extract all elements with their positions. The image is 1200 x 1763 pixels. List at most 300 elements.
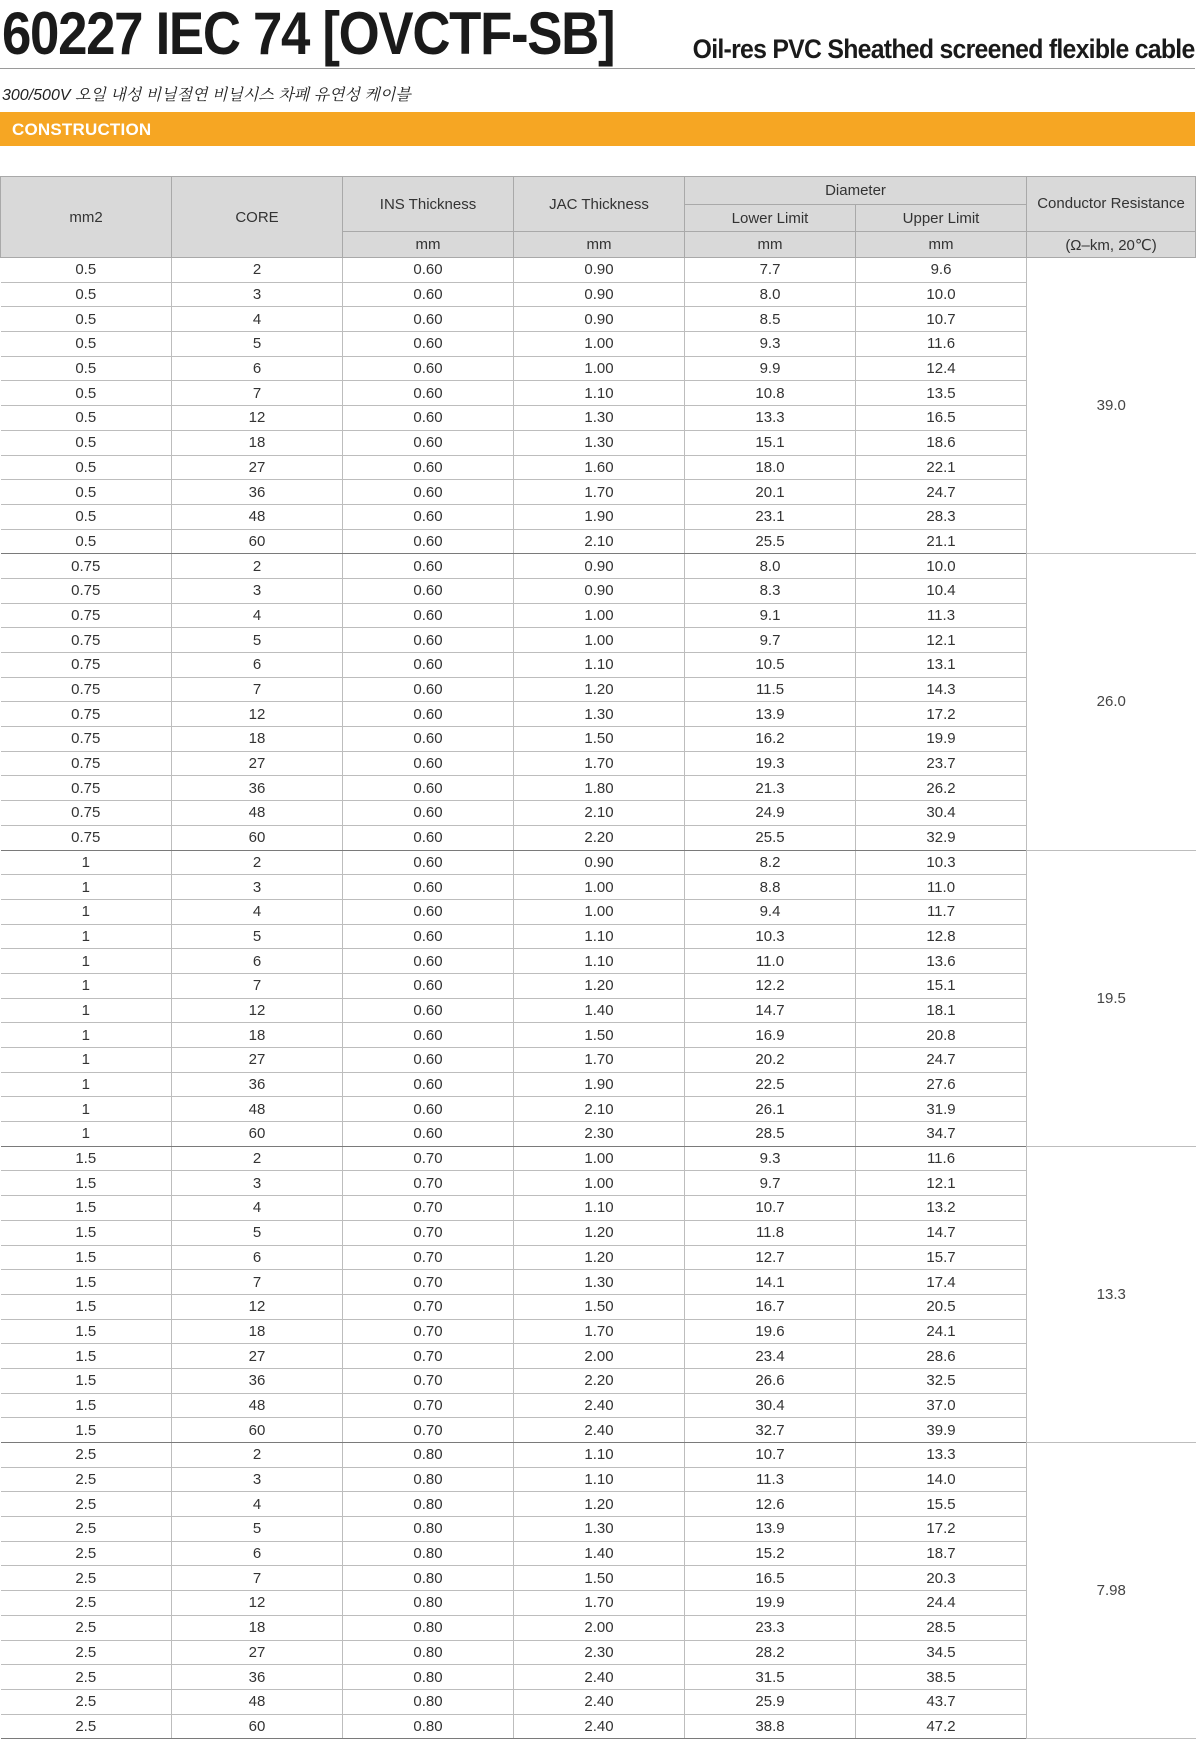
page-subtitle: Oil-res PVC Sheathed screened flexible cable xyxy=(693,34,1195,64)
cell-ins: 0.70 xyxy=(343,1146,514,1171)
cell-lower: 12.2 xyxy=(685,973,856,998)
cell-jac: 2.20 xyxy=(514,825,685,850)
cell-core: 4 xyxy=(172,1492,343,1517)
title-row xyxy=(0,0,1195,70)
cell-core: 48 xyxy=(172,1393,343,1418)
cell-jac: 1.30 xyxy=(514,430,685,455)
cell-mm2: 1 xyxy=(1,1072,172,1097)
cell-ins: 0.60 xyxy=(343,702,514,727)
table-row xyxy=(1,1689,1196,1714)
cell-mm2: 0.75 xyxy=(1,727,172,752)
cell-lower: 23.1 xyxy=(685,504,856,529)
cell-jac: 2.40 xyxy=(514,1689,685,1714)
cell-jac: 0.90 xyxy=(514,850,685,875)
cell-jac: 1.30 xyxy=(514,406,685,431)
cell-mm2: 1.5 xyxy=(1,1196,172,1221)
table-row xyxy=(1,529,1196,554)
cell-lower: 21.3 xyxy=(685,776,856,801)
cell-mm2: 1.5 xyxy=(1,1245,172,1270)
cell-mm2: 1.5 xyxy=(1,1319,172,1344)
cell-jac: 1.50 xyxy=(514,727,685,752)
cell-core: 18 xyxy=(172,1319,343,1344)
cell-mm2: 0.75 xyxy=(1,825,172,850)
cell-mm2: 0.5 xyxy=(1,258,172,283)
cell-jac: 2.40 xyxy=(514,1393,685,1418)
table-row xyxy=(1,899,1196,924)
cell-lower: 9.9 xyxy=(685,356,856,381)
cell-mm2: 0.5 xyxy=(1,282,172,307)
cell-ins: 0.60 xyxy=(343,356,514,381)
cell-upper: 11.3 xyxy=(856,603,1027,628)
cell-mm2: 2.5 xyxy=(1,1492,172,1517)
cell-mm2: 2.5 xyxy=(1,1591,172,1616)
cell-mm2: 2.5 xyxy=(1,1665,172,1690)
cell-ins: 0.60 xyxy=(343,258,514,283)
table-row xyxy=(1,1393,1196,1418)
cell-ins: 0.60 xyxy=(343,1072,514,1097)
cell-lower: 8.8 xyxy=(685,875,856,900)
cell-mm2: 1 xyxy=(1,998,172,1023)
cell-core: 5 xyxy=(172,1220,343,1245)
cell-core: 5 xyxy=(172,332,343,357)
cell-lower: 11.0 xyxy=(685,949,856,974)
cell-upper: 18.7 xyxy=(856,1541,1027,1566)
cell-core: 3 xyxy=(172,282,343,307)
title-divider xyxy=(0,68,1195,69)
table-row xyxy=(1,1146,1196,1171)
table-row xyxy=(1,1023,1196,1048)
cell-jac: 2.30 xyxy=(514,1640,685,1665)
cell-upper: 47.2 xyxy=(856,1714,1027,1739)
cell-conductor-resistance: 26.0 xyxy=(1027,554,1196,850)
cell-mm2: 0.5 xyxy=(1,381,172,406)
cell-mm2: 1 xyxy=(1,1023,172,1048)
cell-jac: 1.00 xyxy=(514,875,685,900)
cell-upper: 17.2 xyxy=(856,1517,1027,1542)
table-row xyxy=(1,1171,1196,1196)
header-mm2: mm2 xyxy=(1,177,172,258)
cell-mm2: 0.75 xyxy=(1,801,172,826)
cell-mm2: 0.5 xyxy=(1,356,172,381)
cell-upper: 12.1 xyxy=(856,628,1027,653)
cell-lower: 30.4 xyxy=(685,1393,856,1418)
cell-lower: 12.6 xyxy=(685,1492,856,1517)
table-row xyxy=(1,1418,1196,1443)
cell-mm2: 0.5 xyxy=(1,480,172,505)
cell-lower: 11.5 xyxy=(685,677,856,702)
table-row xyxy=(1,430,1196,455)
cell-mm2: 1.5 xyxy=(1,1270,172,1295)
cell-lower: 19.9 xyxy=(685,1591,856,1616)
cell-core: 27 xyxy=(172,1344,343,1369)
cell-mm2: 0.75 xyxy=(1,578,172,603)
cell-lower: 28.5 xyxy=(685,1122,856,1147)
cell-ins: 0.60 xyxy=(343,578,514,603)
table-row xyxy=(1,1714,1196,1739)
cell-mm2: 2.5 xyxy=(1,1443,172,1468)
cell-upper: 16.5 xyxy=(856,406,1027,431)
cell-ins: 0.60 xyxy=(343,332,514,357)
cell-lower: 19.3 xyxy=(685,751,856,776)
cell-lower: 38.8 xyxy=(685,1714,856,1739)
section-label: CONSTRUCTION xyxy=(12,120,152,139)
cell-upper: 15.1 xyxy=(856,973,1027,998)
table-row xyxy=(1,1492,1196,1517)
cell-upper: 10.7 xyxy=(856,307,1027,332)
header-conductor-resistance: Conductor Resistance xyxy=(1027,177,1196,232)
cell-core: 6 xyxy=(172,653,343,678)
table-header xyxy=(1,177,1196,258)
cell-core: 18 xyxy=(172,430,343,455)
cell-ins: 0.80 xyxy=(343,1492,514,1517)
construction-table xyxy=(0,176,1196,1739)
cell-jac: 1.90 xyxy=(514,504,685,529)
table-row xyxy=(1,1566,1196,1591)
cell-jac: 0.90 xyxy=(514,578,685,603)
cell-core: 3 xyxy=(172,875,343,900)
table-row xyxy=(1,875,1196,900)
cell-ins: 0.60 xyxy=(343,751,514,776)
cell-core: 12 xyxy=(172,702,343,727)
table-row xyxy=(1,1072,1196,1097)
cell-core: 60 xyxy=(172,1122,343,1147)
cell-lower: 15.2 xyxy=(685,1541,856,1566)
cell-core: 27 xyxy=(172,1640,343,1665)
cell-mm2: 0.75 xyxy=(1,628,172,653)
cell-lower: 13.3 xyxy=(685,406,856,431)
cell-core: 12 xyxy=(172,998,343,1023)
table-row xyxy=(1,776,1196,801)
cell-upper: 24.7 xyxy=(856,1048,1027,1073)
cell-ins: 0.60 xyxy=(343,430,514,455)
cell-core: 4 xyxy=(172,899,343,924)
cell-upper: 32.9 xyxy=(856,825,1027,850)
cell-lower: 9.3 xyxy=(685,332,856,357)
cell-mm2: 0.75 xyxy=(1,653,172,678)
cell-lower: 18.0 xyxy=(685,455,856,480)
cell-lower: 25.5 xyxy=(685,529,856,554)
cell-ins: 0.80 xyxy=(343,1443,514,1468)
cell-jac: 1.70 xyxy=(514,1048,685,1073)
unit-jac: mm xyxy=(514,232,685,258)
cell-ins: 0.70 xyxy=(343,1171,514,1196)
cell-ins: 0.60 xyxy=(343,307,514,332)
table-row xyxy=(1,307,1196,332)
cell-ins: 0.60 xyxy=(343,899,514,924)
cell-mm2: 0.75 xyxy=(1,554,172,579)
header-upper-limit: Upper Limit xyxy=(856,205,1027,232)
cell-core: 4 xyxy=(172,1196,343,1221)
cell-core: 36 xyxy=(172,776,343,801)
cell-jac: 1.00 xyxy=(514,628,685,653)
cell-ins: 0.70 xyxy=(343,1196,514,1221)
table-row xyxy=(1,578,1196,603)
cell-jac: 2.10 xyxy=(514,801,685,826)
table-row xyxy=(1,998,1196,1023)
cell-mm2: 1 xyxy=(1,875,172,900)
cell-ins: 0.60 xyxy=(343,825,514,850)
table-row xyxy=(1,1665,1196,1690)
cell-upper: 13.5 xyxy=(856,381,1027,406)
cell-jac: 1.20 xyxy=(514,1220,685,1245)
cell-core: 18 xyxy=(172,1023,343,1048)
cell-jac: 1.50 xyxy=(514,1023,685,1048)
cell-core: 18 xyxy=(172,1615,343,1640)
cell-lower: 10.5 xyxy=(685,653,856,678)
header-diameter: Diameter xyxy=(685,177,1027,205)
cell-ins: 0.60 xyxy=(343,603,514,628)
table-row xyxy=(1,653,1196,678)
cell-core: 48 xyxy=(172,1097,343,1122)
cell-lower: 32.7 xyxy=(685,1418,856,1443)
cell-core: 3 xyxy=(172,1467,343,1492)
cell-core: 60 xyxy=(172,529,343,554)
cell-jac: 1.30 xyxy=(514,1517,685,1542)
cell-jac: 1.00 xyxy=(514,356,685,381)
cell-lower: 20.2 xyxy=(685,1048,856,1073)
cell-core: 27 xyxy=(172,455,343,480)
cell-ins: 0.80 xyxy=(343,1541,514,1566)
cell-jac: 0.90 xyxy=(514,307,685,332)
cell-ins: 0.70 xyxy=(343,1294,514,1319)
table-row xyxy=(1,455,1196,480)
table-row xyxy=(1,406,1196,431)
cell-core: 5 xyxy=(172,1517,343,1542)
cell-lower: 19.6 xyxy=(685,1319,856,1344)
cell-upper: 13.1 xyxy=(856,653,1027,678)
cell-core: 6 xyxy=(172,1245,343,1270)
cell-jac: 2.40 xyxy=(514,1714,685,1739)
table-row xyxy=(1,282,1196,307)
cell-ins: 0.80 xyxy=(343,1640,514,1665)
cell-core: 7 xyxy=(172,1566,343,1591)
cell-upper: 38.5 xyxy=(856,1665,1027,1690)
cell-lower: 9.7 xyxy=(685,628,856,653)
cell-core: 6 xyxy=(172,356,343,381)
cell-core: 48 xyxy=(172,801,343,826)
cell-ins: 0.60 xyxy=(343,504,514,529)
cell-upper: 24.4 xyxy=(856,1591,1027,1616)
cell-upper: 14.7 xyxy=(856,1220,1027,1245)
cell-core: 6 xyxy=(172,1541,343,1566)
cell-core: 60 xyxy=(172,1714,343,1739)
cell-jac: 1.10 xyxy=(514,1196,685,1221)
cell-ins: 0.60 xyxy=(343,480,514,505)
cell-ins: 0.60 xyxy=(343,1097,514,1122)
cell-lower: 26.6 xyxy=(685,1368,856,1393)
cell-upper: 12.4 xyxy=(856,356,1027,381)
cell-mm2: 1.5 xyxy=(1,1393,172,1418)
cell-lower: 16.2 xyxy=(685,727,856,752)
cell-lower: 8.3 xyxy=(685,578,856,603)
cell-upper: 28.3 xyxy=(856,504,1027,529)
table-row xyxy=(1,727,1196,752)
cell-mm2: 1.5 xyxy=(1,1220,172,1245)
cell-lower: 14.1 xyxy=(685,1270,856,1295)
cell-mm2: 0.5 xyxy=(1,529,172,554)
cell-mm2: 2.5 xyxy=(1,1615,172,1640)
cell-core: 36 xyxy=(172,480,343,505)
cell-mm2: 1 xyxy=(1,850,172,875)
cell-jac: 1.70 xyxy=(514,751,685,776)
cell-mm2: 1.5 xyxy=(1,1146,172,1171)
header-lower-limit: Lower Limit xyxy=(685,205,856,232)
cell-core: 7 xyxy=(172,381,343,406)
cell-jac: 1.20 xyxy=(514,1245,685,1270)
cell-mm2: 1.5 xyxy=(1,1418,172,1443)
cell-upper: 34.5 xyxy=(856,1640,1027,1665)
cell-ins: 0.80 xyxy=(343,1517,514,1542)
cell-upper: 17.4 xyxy=(856,1270,1027,1295)
table-row xyxy=(1,1344,1196,1369)
cell-upper: 37.0 xyxy=(856,1393,1027,1418)
cell-jac: 2.10 xyxy=(514,529,685,554)
cell-lower: 25.9 xyxy=(685,1689,856,1714)
cell-core: 12 xyxy=(172,1294,343,1319)
cell-conductor-resistance: 7.98 xyxy=(1027,1443,1196,1739)
cell-upper: 11.7 xyxy=(856,899,1027,924)
cell-mm2: 0.75 xyxy=(1,751,172,776)
cell-jac: 1.10 xyxy=(514,924,685,949)
cell-jac: 1.40 xyxy=(514,998,685,1023)
cell-ins: 0.80 xyxy=(343,1566,514,1591)
cell-core: 48 xyxy=(172,1689,343,1714)
cell-mm2: 1 xyxy=(1,1048,172,1073)
table-row xyxy=(1,480,1196,505)
cell-lower: 10.8 xyxy=(685,381,856,406)
cell-jac: 1.50 xyxy=(514,1294,685,1319)
cell-upper: 13.2 xyxy=(856,1196,1027,1221)
cell-upper: 19.9 xyxy=(856,727,1027,752)
cell-core: 7 xyxy=(172,1270,343,1295)
cell-core: 60 xyxy=(172,825,343,850)
page-title: 60227 IEC 74 [OVCTF-SB] xyxy=(2,0,615,67)
cell-jac: 1.40 xyxy=(514,1541,685,1566)
cell-core: 7 xyxy=(172,973,343,998)
cell-lower: 10.7 xyxy=(685,1196,856,1221)
cell-ins: 0.70 xyxy=(343,1270,514,1295)
cell-upper: 23.7 xyxy=(856,751,1027,776)
cell-lower: 11.3 xyxy=(685,1467,856,1492)
cell-mm2: 2.5 xyxy=(1,1689,172,1714)
table-row xyxy=(1,1220,1196,1245)
unit-resistance: (Ω–km, 20℃) xyxy=(1027,232,1196,258)
unit-upper: mm xyxy=(856,232,1027,258)
cell-core: 5 xyxy=(172,924,343,949)
cell-jac: 1.30 xyxy=(514,702,685,727)
cell-mm2: 0.75 xyxy=(1,776,172,801)
cell-jac: 0.90 xyxy=(514,258,685,283)
cell-jac: 2.00 xyxy=(514,1615,685,1640)
cell-lower: 16.5 xyxy=(685,1566,856,1591)
cell-ins: 0.70 xyxy=(343,1319,514,1344)
cell-upper: 39.9 xyxy=(856,1418,1027,1443)
cell-ins: 0.80 xyxy=(343,1467,514,1492)
cell-ins: 0.80 xyxy=(343,1615,514,1640)
cell-lower: 16.7 xyxy=(685,1294,856,1319)
cell-core: 27 xyxy=(172,1048,343,1073)
cell-ins: 0.60 xyxy=(343,850,514,875)
cell-lower: 23.4 xyxy=(685,1344,856,1369)
table-row xyxy=(1,1467,1196,1492)
cell-core: 60 xyxy=(172,1418,343,1443)
cell-ins: 0.60 xyxy=(343,677,514,702)
cell-lower: 9.7 xyxy=(685,1171,856,1196)
cell-upper: 18.6 xyxy=(856,430,1027,455)
table-row xyxy=(1,356,1196,381)
header-jac-thickness: JAC Thickness xyxy=(514,177,685,232)
cell-conductor-resistance: 39.0 xyxy=(1027,258,1196,554)
cell-lower: 20.1 xyxy=(685,480,856,505)
cell-jac: 1.70 xyxy=(514,480,685,505)
cell-upper: 10.0 xyxy=(856,554,1027,579)
cell-upper: 9.6 xyxy=(856,258,1027,283)
cell-core: 2 xyxy=(172,554,343,579)
cell-lower: 7.7 xyxy=(685,258,856,283)
cell-lower: 10.3 xyxy=(685,924,856,949)
cell-ins: 0.60 xyxy=(343,949,514,974)
cell-jac: 1.10 xyxy=(514,1443,685,1468)
cell-mm2: 1 xyxy=(1,924,172,949)
cell-core: 7 xyxy=(172,677,343,702)
cell-upper: 12.8 xyxy=(856,924,1027,949)
cell-core: 36 xyxy=(172,1072,343,1097)
cell-upper: 18.1 xyxy=(856,998,1027,1023)
cell-mm2: 0.5 xyxy=(1,332,172,357)
cell-ins: 0.80 xyxy=(343,1665,514,1690)
table-row xyxy=(1,1443,1196,1468)
table-row xyxy=(1,677,1196,702)
cell-conductor-resistance: 19.5 xyxy=(1027,850,1196,1146)
cell-core: 2 xyxy=(172,850,343,875)
cell-jac: 1.20 xyxy=(514,973,685,998)
cell-upper: 31.9 xyxy=(856,1097,1027,1122)
cell-ins: 0.60 xyxy=(343,529,514,554)
cell-ins: 0.80 xyxy=(343,1689,514,1714)
table-row xyxy=(1,504,1196,529)
cell-core: 27 xyxy=(172,751,343,776)
cell-lower: 9.1 xyxy=(685,603,856,628)
cell-mm2: 0.5 xyxy=(1,455,172,480)
table-body xyxy=(1,258,1196,1739)
cell-lower: 13.9 xyxy=(685,1517,856,1542)
cell-upper: 13.6 xyxy=(856,949,1027,974)
table-row xyxy=(1,1122,1196,1147)
cell-mm2: 2.5 xyxy=(1,1566,172,1591)
cell-ins: 0.60 xyxy=(343,406,514,431)
cell-jac: 1.00 xyxy=(514,899,685,924)
cell-mm2: 1.5 xyxy=(1,1171,172,1196)
cell-jac: 2.00 xyxy=(514,1344,685,1369)
cell-lower: 28.2 xyxy=(685,1640,856,1665)
cell-mm2: 0.75 xyxy=(1,702,172,727)
table-row xyxy=(1,949,1196,974)
cell-upper: 11.0 xyxy=(856,875,1027,900)
table-row xyxy=(1,801,1196,826)
cell-upper: 14.3 xyxy=(856,677,1027,702)
cell-upper: 21.1 xyxy=(856,529,1027,554)
table-row xyxy=(1,554,1196,579)
table-row xyxy=(1,1541,1196,1566)
cell-mm2: 1.5 xyxy=(1,1344,172,1369)
cell-core: 3 xyxy=(172,1171,343,1196)
cell-jac: 1.70 xyxy=(514,1319,685,1344)
cell-jac: 1.20 xyxy=(514,1492,685,1517)
cell-upper: 24.1 xyxy=(856,1319,1027,1344)
cell-lower: 11.8 xyxy=(685,1220,856,1245)
cell-upper: 20.8 xyxy=(856,1023,1027,1048)
cell-jac: 1.00 xyxy=(514,1146,685,1171)
